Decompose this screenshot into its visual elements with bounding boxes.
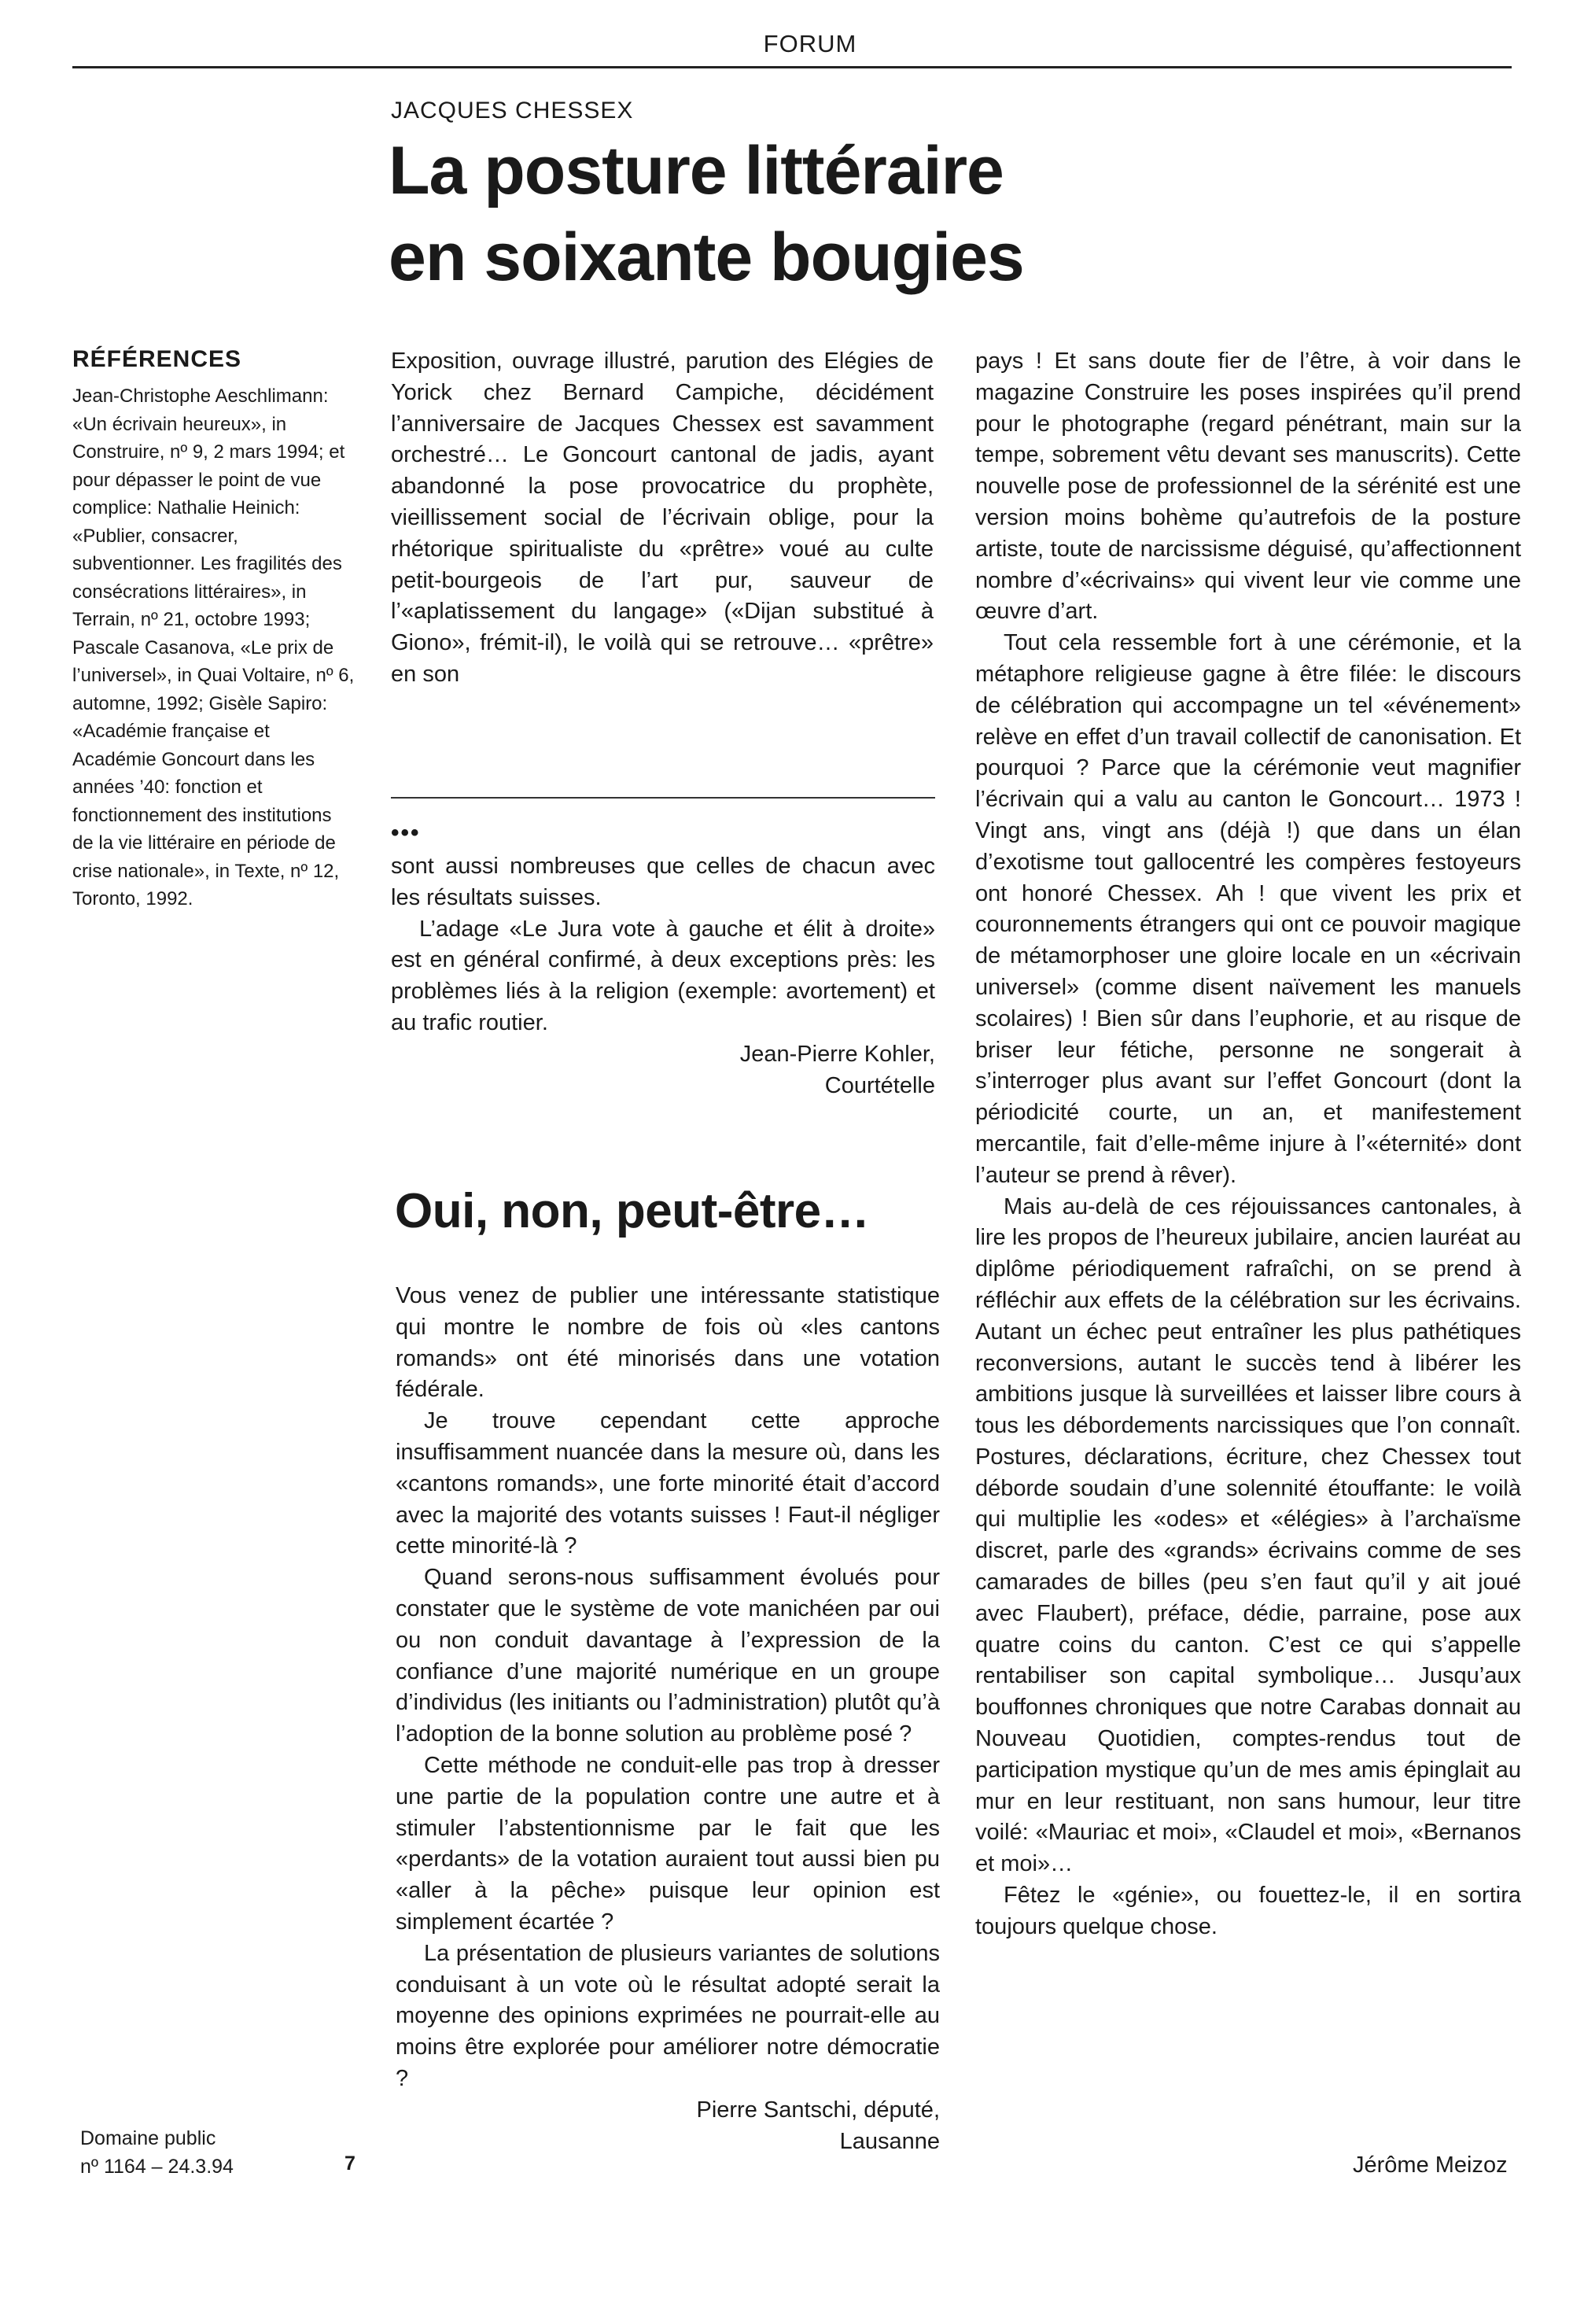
letter-paragraph: Cette méthode ne conduit-elle pas trop à dresser une partie de la population contre une autre et à stimuler l’abstentionnisme par le fait que les «perdants» de la votation auraient tout aussi bien pu «aller à la pêche» puisque leur opinion est simplement écartée ?: [396, 1752, 940, 1935]
column-divider-rule: [391, 797, 935, 799]
article-column-2: [975, 346, 1521, 1943]
letter-paragraph: Vous venez de publier une intéressante statistique qui montre le nombre de fois où «les cantons romands» ont été minorisés dans une votation fédérale.: [396, 1283, 940, 1403]
letter-paragraph: sont aussi nombreuses que celles de chacun avec les résultats suisses.: [391, 854, 935, 910]
publication-name: Domaine public: [80, 2127, 216, 2149]
letter-santschi: [396, 1281, 940, 2157]
letter-title: Oui, non, peut-être…: [395, 1184, 870, 1238]
letter-signer-name: Jean-Pierre Kohler,: [739, 1041, 935, 1067]
letter-paragraph: Je trouve cependant cette approche insuffisamment nuancée dans la mesure où, dans les «cantons romands», une forte minorité était d’accord avec la majorité des votants suisses ! Faut-il négliger cette minorité-là ?: [396, 1408, 940, 1559]
publication-footer: [80, 2124, 234, 2181]
article-paragraph: pays ! Et sans doute fier de l’être, à voir dans le magazine Construire les poses inspirées qu’il prend pour le photographe (regard pénétrant, main sur la tempe, sobrement vêtu devant ses manuscrits). Cette nouvelle pose de professionnel de la sérénité est une version moins bohème qu’autrefois de la posture artiste, toute de narcissisme déguisé, qu’affectionnent nombre d’«écrivains» qui vivent leur vie comme une œuvre d’art.: [975, 349, 1521, 625]
article-paragraph: Mais au-delà de ces réjouissances cantonales, à lire les propos de l’heureux jubilaire, ancien lauréat au diplôme périodiquement rafraîchi, on se prend à réfléchir aux effets de la célébration sur les écrivains. Autant un échec peut entraîner les plus pathétiques reconversions, autant le succès tend à libérer les ambitions jusque là surveillées et laisser libre cours à tous les débordements narcissiques que l’on connaît. Postures, déclarations, écriture, chez Chessex tout déborde soudain d’une solennité étouffante: le voilà qui multiplie les «odes» et «élégies» à l’archaïsme discret, parle des «grands» écrivains comme de ses camarades de billes (peu s’en faut qu’il y ait joué avec Flaubert), préface, dédie, parraine, pose aux quatre coins du canton. C’est ce qui s’appelle rentabiliser son capital symbolique… Jusqu’aux bouffonnes chroniques que notre Carabas donnait au Nouveau Quotidien, comptes-rendus tout de participation mystique qu’un de mes amis épinglait au mur en leur restituant, non sans humour, leur titre voilé: «Mauriac et moi», «Claudel et moi», «Bernanos et moi»…: [975, 1193, 1521, 1877]
letter-signer-name: Pierre Santschi, député,: [696, 2097, 940, 2123]
letter-signer-place: Lausanne: [839, 2128, 940, 2154]
letter-paragraph: Quand serons-nous suffisamment évolués pour constater que le système de vote manichéen par oui ou non conduit davantage à l’expression de la confiance d’une majorité numérique en un groupe d’individus (les initiants ou l’administration) plutôt qu’à l’adoption de la bonne solution au problème posé ?: [396, 1565, 940, 1747]
article-title: La posture littéraire en soixante bougies: [389, 133, 1024, 295]
page-number: 7: [344, 2152, 355, 2175]
continuation-bullets: •••: [391, 820, 421, 846]
references-text: [72, 382, 355, 913]
letter-kohler: [391, 851, 935, 1101]
article-author: JACQUES CHESSEX: [391, 98, 634, 124]
article-column-1: [391, 346, 934, 691]
references-heading: RÉFÉRENCES: [72, 346, 242, 372]
references-body: Jean-Christophe Aeschlimann: «Un écrivain heureux», in Construire, nº 9, 2 mars 1994; et pour dépasser le point de vue complice: Nathalie Heinich: «Publier, consacrer, subventionner. Les fragilités des consécrations littéraires», in Terrain, nº 21, octobre 1993; Pascale Casanova, «Le prix de l’universel», in Quai Voltaire, nº 6, automne, 1992; Gisèle Sapiro: «Académie française et Académie Goncourt dans les années ’40: fonction et fonctionnement des institutions de la vie littéraire en période de crise nationale», in Texte, nº 12, Toronto, 1992.: [72, 385, 355, 909]
section-label: FORUM: [763, 30, 857, 57]
letter-paragraph: L’adage «Le Jura vote à gauche et élit à droite» est en général confirmé, à deux exceptions près: les problèmes liés à la religion (exemple: avortement) et au trafic routier.: [391, 916, 935, 1035]
article-paragraph: Tout cela ressemble fort à une cérémonie, et la métaphore religieuse gagne à être filée: le discours de célébration qui accompagne un tel «événement» relève en effet d’un travail collectif de canonisation. Et pourquoi ? Parce que la cérémonie veut magnifier l’écrivain qui a valu au canton le Goncourt… 1973 ! Vingt ans, vingt ans (déjà !) que dans un élan d’exotisme tout gallocentré les compères festoyeurs ont honoré Chessex. Ah ! que vivent les prix et couronnements étrangers qui ont ce pouvoir magique de métamorphoser une gloire locale en un «écrivain universel» (comme disent naïvement les manuels scolaires) ! Bien sûr dans l’euphorie, et au risque de briser leur fétiche, personne ne songerait à s’interroger plus avant sur l’effet Goncourt (dont la périodicité courte, un an, et manifestement mercantile, fait d’elle-même injure à l’«éternité» dont l’auteur se prend à rêver).: [975, 630, 1521, 1188]
article-paragraph: Fêtez le «génie», ou fouettez-le, il en sortira toujours quelque chose.: [975, 1883, 1521, 1939]
letter-paragraph: La présentation de plusieurs variantes de solutions conduisant à un vote où le résultat adopté serait la moyenne des opinions exprimées ne pourrait-elle au moins être explorée pour améliorer notre démocratie ?: [396, 1940, 940, 2091]
article-signature: Jérôme Meizoz: [1353, 2152, 1508, 2178]
header-rule: [72, 66, 1512, 68]
letter-signer-place: Courtételle: [824, 1072, 935, 1098]
references-sidebar: [72, 346, 355, 913]
article-paragraph: Exposition, ouvrage illustré, parution des Elégies de Yorick chez Bernard Campiche, décidément l’anniversaire de Jacques Chessex est savamment orchestré… Le Goncourt cantonal de jadis, ayant abandonné la pose provocatrice du prophète, vieillissement social de l’écrivain oblige, pour la rhétorique spiritualiste du «prêtre» voué au culte petit-bourgeois de l’art pur, sauveur de l’«aplatissement du langage» («Dijan substitué à Giono», frémit-il), le voilà qui se retrouve… «prêtre» en son: [391, 349, 934, 687]
publication-issue: nº 1164 – 24.3.94: [80, 2156, 234, 2178]
